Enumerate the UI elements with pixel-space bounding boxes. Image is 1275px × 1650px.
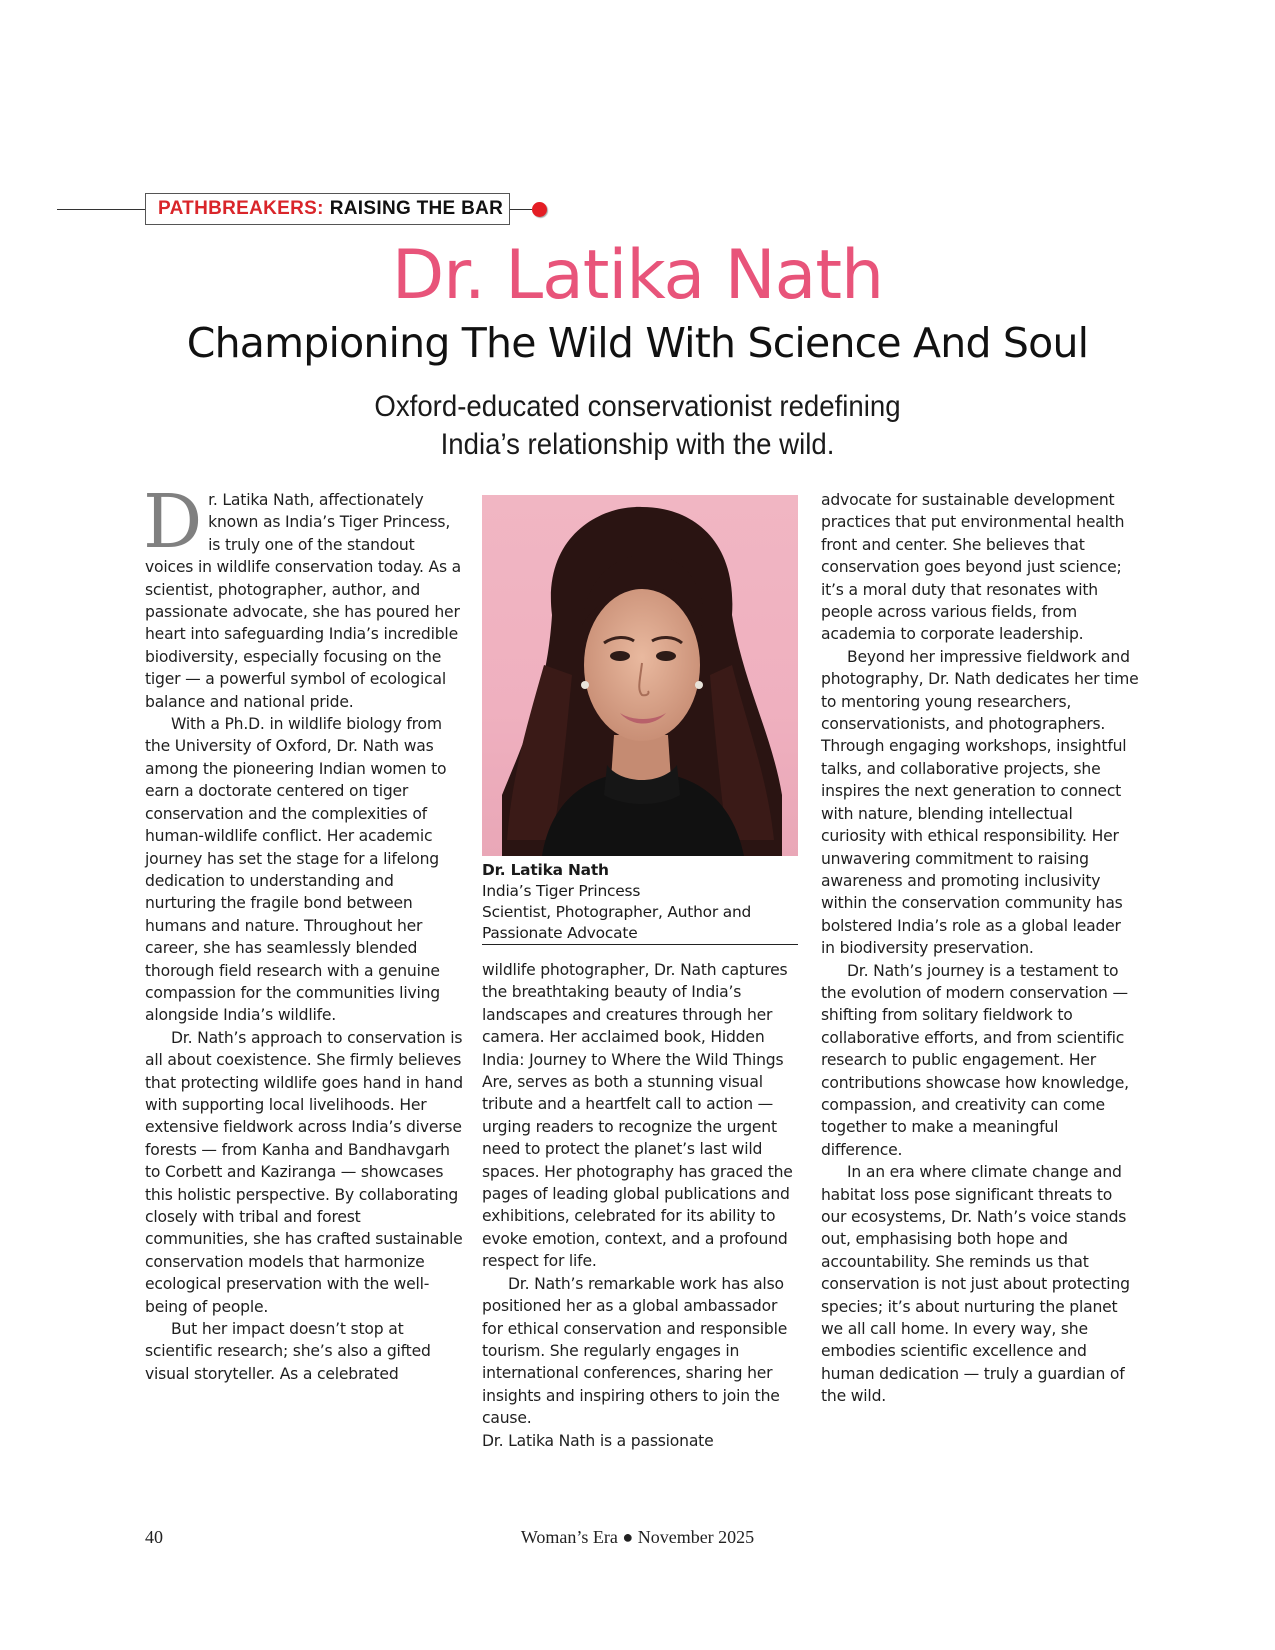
article-column-left [143,479,463,1385]
article-column-right [821,489,1139,1408]
standfirst [51,388,1224,464]
caption-line-3: Passionate Advocate [482,924,638,942]
section-label [145,193,510,225]
caption-line-1: India’s Tiger Princess [482,882,641,900]
article-paragraph: wildlife photographer, Dr. Nath captures the breathtaking beauty of India’s landscapes and creatures through her camera. Her acclaimed book, Hidden India: Journey to Where the Wild Things Are, serves as both a stunning visual tribute and a heartfelt call to action — urging readers to recognize the urgent need to protect the planet’s last wild spaces. Her photography has graced the pages of leading global publications and exhibitions, celebrated for its ability to evoke emotion, context, and a profound respect for life. [482,961,793,1271]
article-paragraph: Dr. Nath’s journey is a testament to the evolution of modern conservation — shifting from solitary fieldwork to collaborative efforts, and from scientific research to public engagement. Her contributions showcase how knowledge, compassion, and creativity can come together to make a meaningful difference. [821,961,1129,1159]
article-paragraph: Dr. Nath’s approach to conservation is all about coexistence. She firmly believes that protecting wildlife goes hand in hand with supporting local livelihoods. Her extensive fieldwork across India’s diverse forests — from Kanha and Bandhavgarh to Corbett and Kaziranga — showcases this holistic perspective. By collaborating closely with tribal and forest communities, she has crafted sustainable conservation models that harmonize ecological preservation with the well-being of people. [145,1028,463,1316]
caption-line-2: Scientist, Photographer, Author and [482,903,752,921]
masthead-footer: Woman’s Era ● November 2025 [520,1527,755,1547]
section-rule-right [510,209,532,210]
article-paragraph: Beyond her impressive fieldwork and photography, Dr. Nath dedicates her time to mentoring young researchers, conservationists, and photographers. Through engaging workshops, insightful talks, and collaborative projects, she inspires the next generation to connect with nature, blending intellectual curiosity with ethical responsibility. Her unwavering commitment to raising awareness and promoting inclusivity within the conservation community has bolstered India’s role as a global leader in biodiversity preservation. [821,647,1139,958]
article-paragraph: advocate for sustainable development practices that put environmental health front and center. She believes that conservation goes beyond just science; it’s a moral duty that resonates with people across various fields, from academia to corporate leadership. [821,491,1125,644]
portrait-photo [482,495,798,856]
article-paragraph: Dr. Latika Nath is a passionate [482,1431,714,1450]
photo-caption [482,860,798,944]
section-rule-left [57,209,145,210]
section-kicker-rest: RAISING THE BAR [329,198,504,219]
page-number: 40 [145,1527,163,1547]
article-paragraph: With a Ph.D. in wildlife biology from the University of Oxford, Dr. Nath was among the pioneering Indian women to earn a doctorate centered on tiger conservation and the complexities of human-wildlife conflict. Her academic journey has set the stage for a lifelong dedication to understanding and nurturing the fragile bond between humans and nature. Throughout her career, she has seamlessly blended thorough field research with a genuine compassion for the communities living alongside India’s wildlife. [145,715,447,1025]
page-subtitle: Championing The Wild With Science And Soul [186,319,1089,367]
article-paragraph: Dr. Latika Nath, affectionately known as India’s Tiger Princess, is truly one of the standout voices in wildlife conservation today. As a scientist, photographer, author, and passionate advocate, she has poured her heart into safeguarding India’s incredible biodiversity, especially focusing on the tiger — a powerful symbol of ecological balance and national pride. [143,479,462,711]
article-paragraph: Dr. Nath’s remarkable work has also positioned her as a global ambassador for ethical conservation and responsible tourism. She regularly engages in international conferences, sharing her insights and inspiring others to join the cause. [482,1274,788,1428]
caption-name: Dr. Latika Nath [482,861,609,879]
red-dot-icon [532,202,547,217]
standfirst-line-2: India’s relationship with the wild. [440,428,835,461]
article-column-middle [482,959,800,1452]
page-title: Dr. Latika Nath [391,236,884,315]
drop-cap: D [143,479,203,565]
portrait-image-icon [482,495,798,856]
article-paragraph: In an era where climate change and habitat loss pose significant threats to our ecosystems, Dr. Nath’s voice stands out, emphasising both hope and accountability. She reminds us that conservation is not just about protecting species; it’s about nurturing the planet we all call home. In every way, she embodies scientific excellence and human dedication — truly a guardian of the wild. [821,1163,1130,1406]
caption-divider [482,944,798,945]
standfirst-line-1: Oxford-educated conservationist redefining [374,390,901,423]
section-kicker: PATHBREAKERS: [158,198,324,219]
article-paragraph: But her impact doesn’t stop at scientific research; she’s also a gifted visual storyteller. As a celebrated [145,1320,431,1383]
